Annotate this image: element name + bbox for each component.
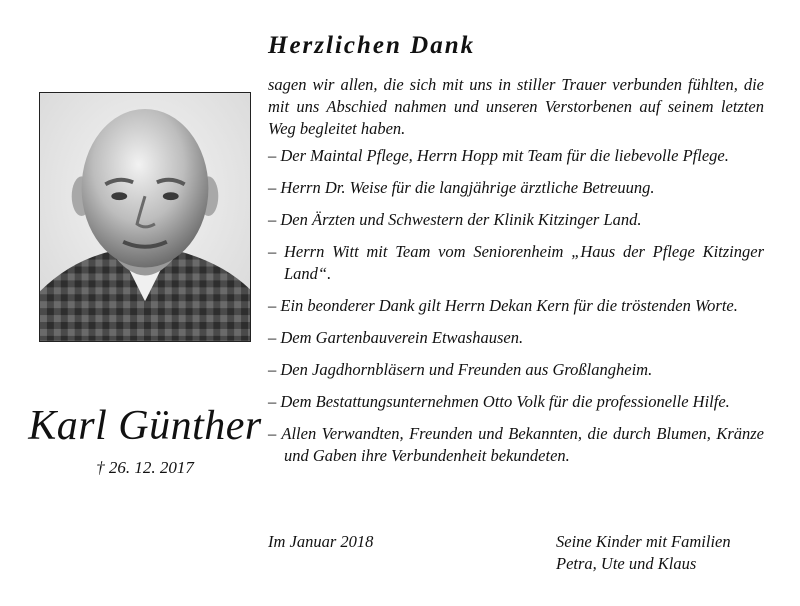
signature-line-1: Seine Kinder mit Familien	[556, 532, 731, 551]
thanks-item: – Herrn Dr. Weise für die langjährige ärztliche Betreuung.	[268, 178, 655, 197]
signature	[556, 531, 776, 575]
thanks-item: – Den Jagdhornbläsern und Freunden aus Großlangheim.	[268, 360, 653, 379]
thanks-item: – Herrn Witt mit Team vom Seniorenheim „Haus der Pflege Kitzinger Land“.	[268, 242, 764, 283]
thanks-item: – Den Ärzten und Schwestern der Klinik Kitzinger Land.	[268, 210, 642, 229]
thanks-item: – Ein beonderer Dank gilt Herrn Dekan Kern für die tröstenden Worte.	[268, 296, 738, 315]
thanks-list	[268, 145, 764, 477]
thanks-item: – Dem Gartenbauverein Etwashausen.	[268, 328, 524, 347]
signature-line-2: Petra, Ute und Klaus	[556, 554, 697, 573]
thanks-item: – Dem Bestattungsunternehmen Otto Volk für die professionelle Hilfe.	[268, 392, 730, 411]
notice-date: Im Januar 2018	[268, 532, 374, 551]
death-date: † 26. 12. 2017	[96, 458, 194, 477]
notice-intro: sagen wir allen, die sich mit uns in stiller Trauer verbunden fühlten, die mit uns Abschied nahmen und unseren Verstorbenen auf seinem letzten Weg begleitet haben.	[268, 75, 764, 138]
thanks-item: – Allen Verwandten, Freunden und Bekannten, die durch Blumen, Kränze und Gaben ihre Verbundenheit bekundeten.	[268, 424, 764, 465]
portrait-photo-icon	[40, 93, 250, 341]
thanks-item: – Der Maintal Pflege, Herrn Hopp mit Team für die liebevolle Pflege.	[268, 146, 729, 165]
deceased-name: Karl Günther	[28, 403, 262, 449]
notice-title: Herzlichen Dank	[268, 32, 476, 59]
portrait-photo	[39, 92, 251, 342]
